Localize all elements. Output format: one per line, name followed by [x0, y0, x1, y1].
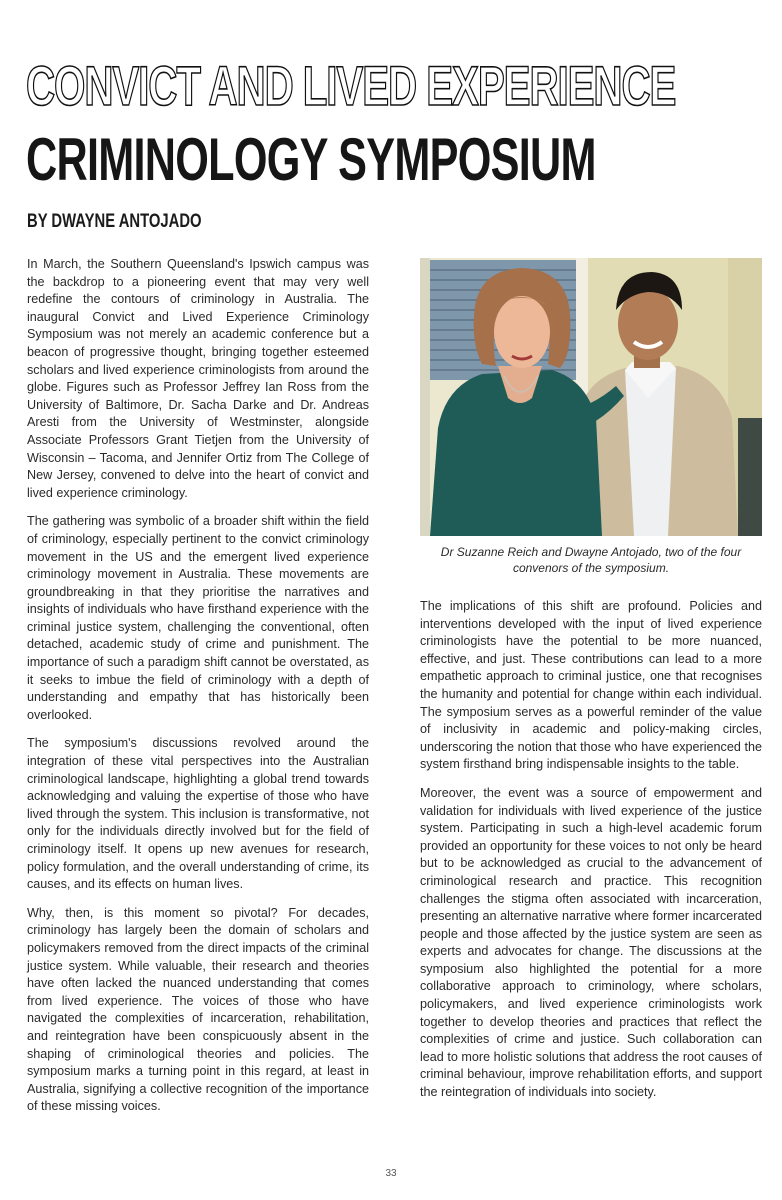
paragraph: The symposium's discussions revolved around the integration of these vital perspectives into the Australian criminological landscape, highlighting a global trend towards acknowledging and valuing the expertise of those who have lived through the system. This inclusion is transformative, not only for the individuals directly involved but for the field of criminology itself. It opens up new avenues for research, policy formulation, and the overall understanding of crime, its causes, and its effects on human lives.	[27, 736, 369, 892]
left-column	[27, 256, 369, 1127]
page-number: 33	[385, 1168, 397, 1179]
photo-caption: Dr Suzanne Reich and Dwayne Antojado, two of the four convenors of the symposium.	[440, 545, 742, 575]
paragraph: The implications of this shift are profound. Policies and interventions developed with the input of lived experience criminologists have the potential to be more nuanced, effective, and just. These contributions can lead to a more empathetic approach to criminal justice, one that recognises the humanity and potential for change within each individual. The symposium serves as a powerful reminder of the value of inclusivity in academic and policy-making circles, underscoring the notion that those who have experienced the system firsthand bring indispensable insights to the table.	[420, 599, 762, 772]
right-column	[420, 598, 762, 1113]
convenors-photo	[420, 258, 762, 536]
title-line-solid: CRIMINOLOGY SYMPOSIUM	[26, 126, 596, 193]
paragraph: The gathering was symbolic of a broader shift within the field of criminology, especially pertinent to the convict criminology movement in the US and the emergent lived experience criminology movement in Australia. These movements are groundbreaking in that they prioritise the narratives and insights of individuals who have firsthand experience with the criminal justice system, challenging the conventional, often detached, academic study of crime and punishment. The importance of such a paradigm shift cannot be overstated, as it seeks to imbue the field of criminology with a depth of understanding and empathy that has historically been overlooked.	[27, 514, 369, 722]
byline: BY DWAYNE ANTOJADO	[27, 211, 202, 232]
paragraph: Moreover, the event was a source of empowerment and validation for individuals with lived experience of the justice system. Participating in such a high-level academic forum provided an opportunity for these voices to not only be heard but to be acknowledged as crucial to the advancement of criminological research and practice. This recognition challenges the stigma often associated with incarceration, presenting an alternative narrative where former incarcerated people and those affected by the justice system are seen as experts and advocates for change. The discussions at the symposium also highlighted the potential for a more collaborative approach to criminology, where scholars, policymakers, and lived experience criminologists work together to develop theories and practices that reflect the complexities of crime and justice. Such collaboration can lead to more holistic solutions that address the root causes of criminal behaviour, improve rehabilitation efforts, and support the reintegration of individuals into society.	[420, 785, 762, 1100]
paragraph: In March, the Southern Queensland's Ipswich campus was the backdrop to a pioneering event that may very well redefine the contours of criminology in Australia. The inaugural Convict and Lived Experience Criminology Symposium was not merely an academic conference but a beacon of progressive thought, bringing together esteemed scholars and lived experience criminologists from around the globe. Figures such as Professor Jeffrey Ian Ross from the University of Baltimore, Dr. Sacha Darke and Dr. Andreas Aresti from the University of Westminster, alongside Associate Professors Grant Tietjen from the University of Wisconsin – Tacoma, and Jennifer Ortiz from The College of New Jersey, convened to delve into the heart of convict and lived experience criminology.	[27, 257, 369, 500]
title-line-outline: CONVICT AND LIVED EXPERIENCE	[26, 54, 676, 117]
paragraph: Why, then, is this moment so pivotal? For decades, criminology has largely been the domain of scholars and policymakers removed from the direct impacts of the criminal justice system. While valuable, their research and theories have often lacked the nuanced understanding that comes from lived experience. The voices of those who have navigated the complexities of incarceration, rehabilitation, and reintegration have been conspicuously absent in the shaping of criminological theories and policies. The symposium marks a turning point in this regard, at least in Australia, signifying a collective recognition of the importance of these missing voices.	[27, 905, 369, 1114]
